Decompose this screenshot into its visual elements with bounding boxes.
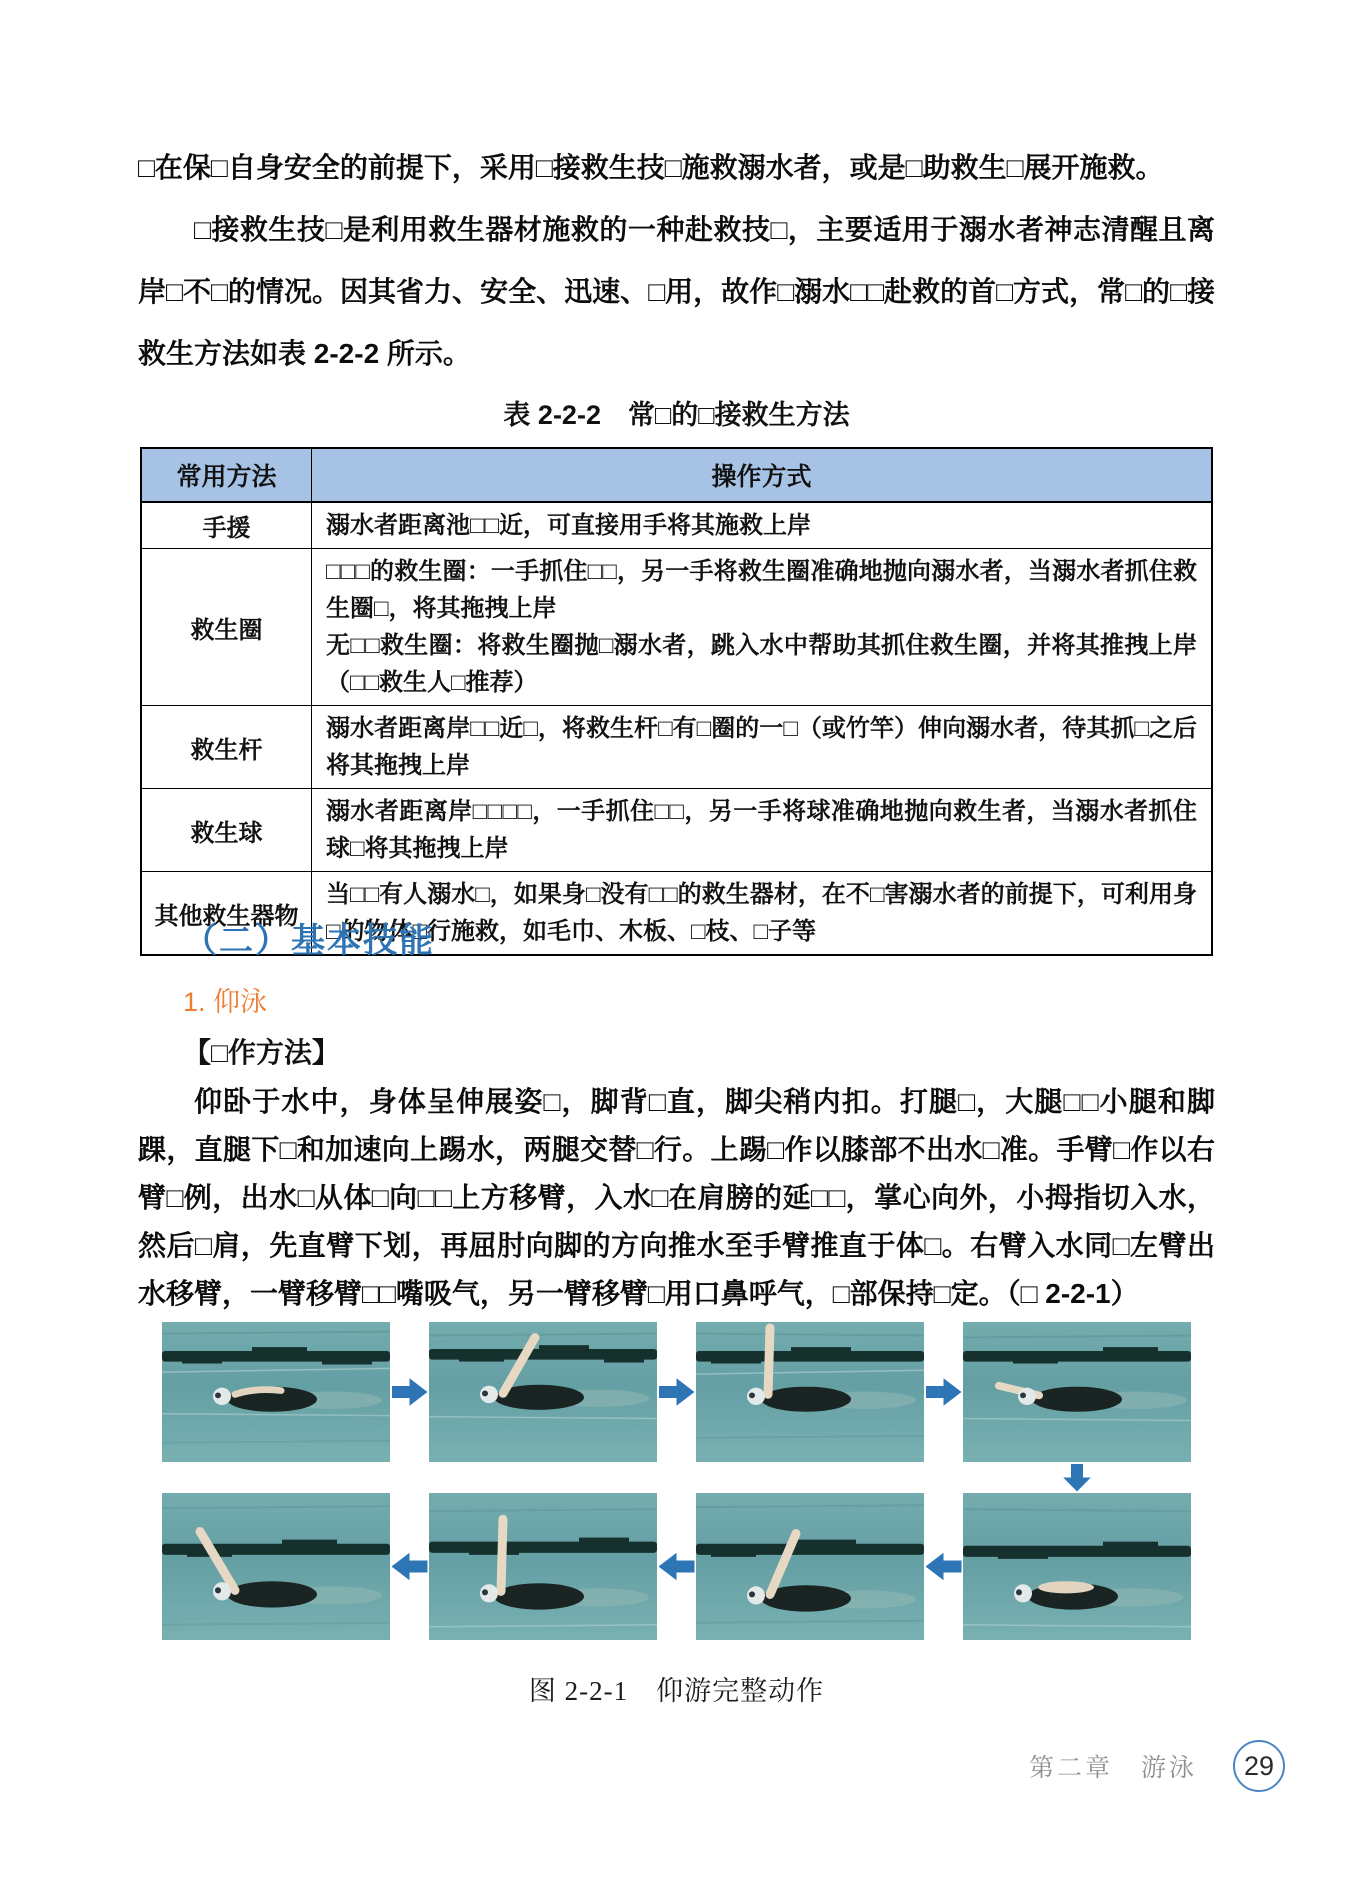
backstroke-photo-4 xyxy=(963,1322,1191,1462)
operation-text: 溺水者距离岸□□近□，将救生杆□有□圈的一□（或竹竿）伸向溺水者，待其抓□之后将其拖拽上岸 xyxy=(326,715,1197,779)
table-row xyxy=(141,502,1212,549)
rescue-methods-table xyxy=(140,447,1213,956)
table-row xyxy=(141,706,1212,789)
method-name: 救生圈 xyxy=(141,549,312,706)
arrow-right-icon xyxy=(392,1377,428,1407)
operation-text: 当□□有人溺水□，如果身□没有□□的救生器材，在不□害溺水者的前提下，可利用身□的物体□行施救，如毛巾、木板、□枝、□子等 xyxy=(326,881,1197,945)
figure-caption: 图 2-2-1 仰游完整动作 xyxy=(528,1676,825,1706)
arrow-left-icon xyxy=(392,1552,428,1582)
backstroke-photo-3 xyxy=(696,1322,924,1462)
backstroke-photo-7 xyxy=(429,1493,657,1640)
method-name: 救生球 xyxy=(141,789,312,872)
method-name: 救生杆 xyxy=(141,706,312,789)
subsection-heading: 1. 仰泳 xyxy=(183,987,268,1017)
table-row xyxy=(141,549,1212,706)
table-header-row xyxy=(141,448,1212,502)
method-label: 【□作方法】 xyxy=(183,1037,340,1068)
method-paragraph: 仰卧于水中，身体呈伸展姿□，脚背□直，脚尖稍内扣。打腿□，大腿□□小腿和脚踝，直腿下□和加速向上踢水，两腿交替□行。上踢□作以膝部不出水□准。手臂□作以右臂□例，出水□从体□向□□上方移臂，入水□在肩膀的延□□，掌心向外，小拇指切入水，然后□肩，先直臂下划，再屈肘向脚的方向推水至手臂推直于体□。右臂入水同□左臂出水移臂，一臂移臂□□嘴吸气，另一臂移臂□用口鼻呼气，□部保持□定。（□ 2-2-1） xyxy=(138,1086,1215,1309)
backstroke-photo-8 xyxy=(162,1493,390,1640)
arrow-right-icon xyxy=(659,1377,695,1407)
backstroke-figure-grid xyxy=(162,1322,1191,1640)
page-footer xyxy=(1029,1740,1285,1792)
table-row xyxy=(141,789,1212,872)
operation-text: □□□的救生圈：一手抓住□□，另一手将救生圈准确地抛向溺水者，当溺水者抓住救生圈□，将其拖拽上岸 xyxy=(326,558,1197,622)
chapter-label: 第二章 游泳 xyxy=(1028,1755,1197,1782)
backstroke-photo-1 xyxy=(162,1322,390,1462)
arrow-right-icon xyxy=(926,1377,962,1407)
arrow-left-icon xyxy=(659,1552,695,1582)
header-operation-column: 操作方式 xyxy=(312,448,1213,502)
operation-text: 溺水者距离岸□□□□，一手抓住□□，另一手将球准确地抛向救生者，当溺水者抓住球□将其拖拽上岸 xyxy=(326,798,1197,862)
backstroke-photo-2 xyxy=(429,1322,657,1462)
page-number-badge: 29 xyxy=(1233,1740,1285,1792)
backstroke-photo-5 xyxy=(963,1493,1191,1640)
table-title: 表 2-2-2 常□的□接救生方法 xyxy=(503,400,850,430)
operation-text: 无□□救生圈：将救生圈抛□溺水者，跳入水中帮助其抓住救生圈，并将其推拽上岸（□□救生人□推荐） xyxy=(326,632,1197,696)
method-name: 其他救生器物 xyxy=(141,872,312,956)
operation-text: 溺水者距离池□□近，可直接用手将其施救上岸 xyxy=(326,512,811,539)
header-method-column: 常用方法 xyxy=(141,448,312,502)
arrow-down-icon xyxy=(1062,1464,1092,1492)
section-heading: （二）基本技能 xyxy=(183,923,435,960)
arrow-left-icon xyxy=(926,1552,962,1582)
paragraph-continuation: □在保□自身安全的前提下，采用□接救生技□施救溺水者，或是□助救生□展开施救。 xyxy=(138,152,1164,183)
paragraph-intro: □接救生技□是利用救生器材施救的一种赴救技□，主要适用于溺水者神志清醒且离岸□不□的情况。因其省力、安全、迅速、□用，故作□溺水□□赴救的首□方式，常□的□接救生方法如表 2-2-2 所示。 xyxy=(138,214,1215,369)
backstroke-photo-6 xyxy=(696,1493,924,1640)
method-name: 手援 xyxy=(141,502,312,549)
